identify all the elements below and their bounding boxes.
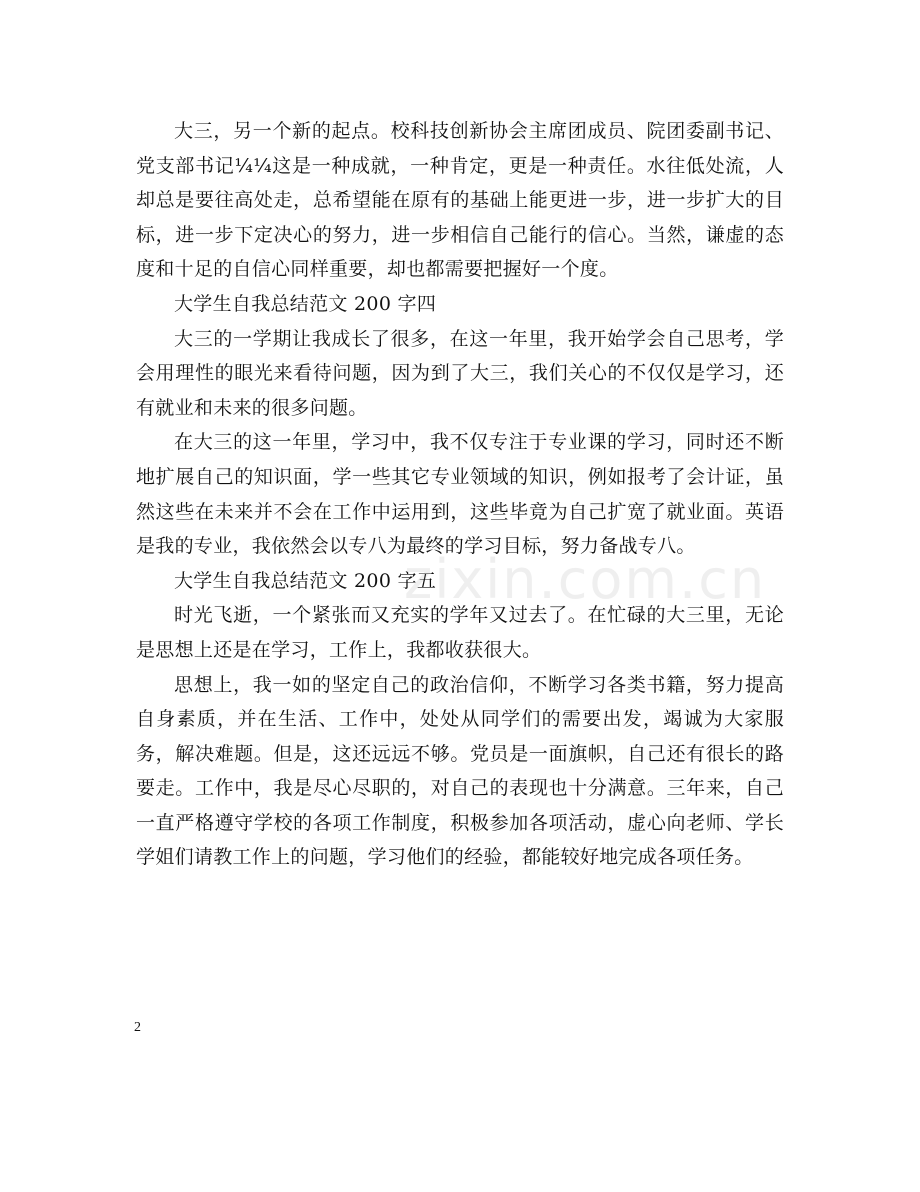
paragraph: 大三的一学期让我成长了很多，在这一年里，我开始学会自己思考，学会用理性的眼光来看待问题，因为到了大三，我们关心的不仅仅是学习，还有就业和未来的很多问题。 (136, 327, 784, 419)
section-heading: 大学生自我总结范文 200 字四 (174, 292, 437, 315)
page-number: 2 (134, 1020, 141, 1035)
paragraph: 在大三的这一年里，学习中，我不仅专注于专业课的学习，同时还不断地扩展自己的知识面，学一些其它专业领域的知识，例如报考了会计证，虽然这些在未来并不会在工作中运用到，这些毕竟为自己扩宽了就业面。英语是我的专业，我依然会以专八为最终的学习目标，努力备战专八。 (136, 431, 784, 558)
document-body (136, 114, 784, 875)
paragraph: 时光飞逝，一个紧张而又充实的学年又过去了。在忙碌的大三里，无论是思想上还是在学习，工作上，我都收获很大。 (136, 604, 784, 661)
section-heading: 大学生自我总结范文 200 字五 (174, 569, 437, 592)
watermark: zixin.com.cn (404, 548, 767, 611)
paragraph: 大三，另一个新的起点。校科技创新协会主席团成员、院团委副书记、党支部书记¼¼这是一种成就，一种肯定，更是一种责任。水往低处流，人却总是要往高处走，总希望能在原有的基础上能更进一步，进一步扩大的目标，进一步下定决心的努力，进一步相信自己能行的信心。当然，谦虚的态度和十足的自信心同样重要，却也都需要把握好一个度。 (136, 120, 784, 281)
paragraph: 思想上，我一如的坚定自己的政治信仰，不断学习各类书籍，努力提高自身素质，并在生活、工作中，处处从同学们的需要出发，竭诚为大家服务，解决难题。但是，这还远远不够。党员是一面旗帜，自己还有很长的路要走。工作中，我是尽心尽职的，对自己的表现也十分满意。三年来，自己一直严格遵守学校的各项工作制度，积极参加各项活动，虚心向老师、学长学姐们请教工作上的问题，学习他们的经验，都能较好地完成各项任务。 (136, 673, 784, 869)
